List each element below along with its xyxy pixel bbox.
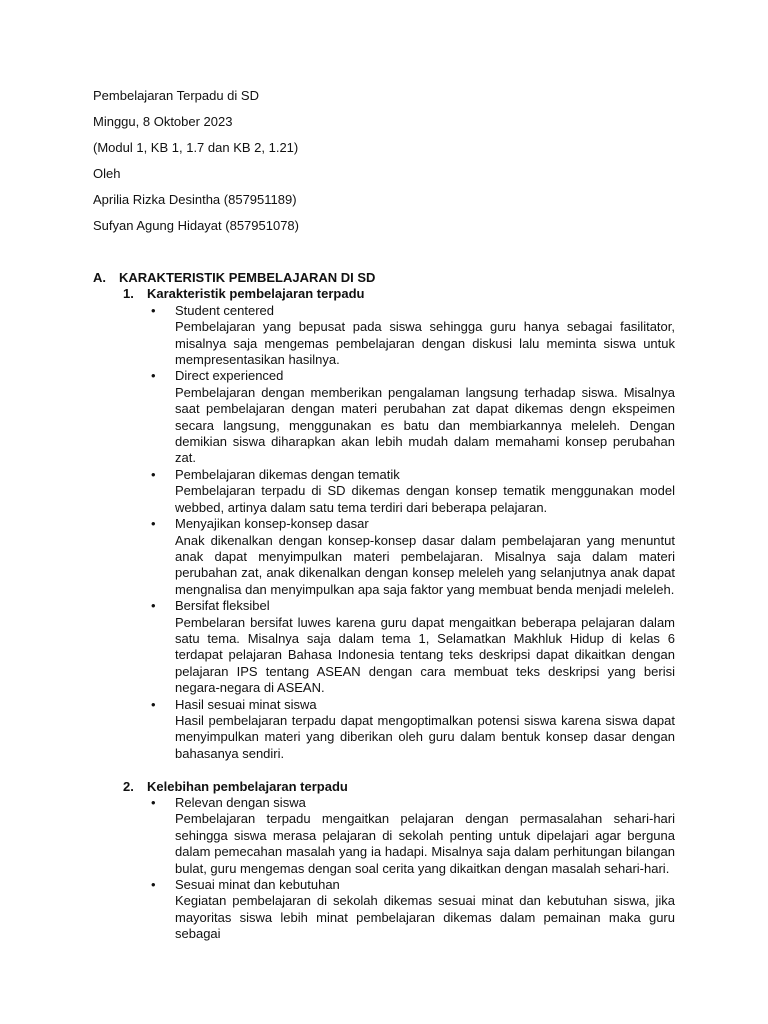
by-line: Oleh [93,166,121,181]
list-item-title: Student centered [175,302,275,318]
date-line: Minggu, 8 Oktober 2023 [93,114,233,129]
list-item [93,795,675,877]
list-item-description: Pembelajaran yang bepusat pada siswa sehingga guru hanya sebagai fasilitator, misalnya saja mengemas pembelajaran dengan diskusi lalu meminta siswa untuk mempresentasikan hasilnya. [175,319,675,368]
bullet-icon: • [151,696,156,712]
list-item-description: Pembelaran bersifat luwes karena guru dapat mengaitkan beberapa pelajaran dalam satu tema. Misalnya saja dalam tema 1, Selamatkan Makhluk Hidup di kelas 6 terdapat pelajaran Bahasa Indonesia tentang teks deskripsi dapat dikaitkan dengan pelajaran IPS tentang ASEAN dengan cara membuat teks deskripsi yang berisi negara-negara di ASEAN. [175,614,675,696]
list-item-description: Anak dikenalkan dengan konsep-konsep dasar dalam pembelajaran yang menuntut anak dapat menyimpulkan materi pembelajaran. Misalnya saja dalam materi perubahan zat, anak dikenalkan dengan konsep meleleh yang selanjutnya anak dapat mengnalisa dan menyimpulkan apa saja faktor yang membuat benda menjadi meleleh. [175,532,675,597]
course-title: Pembelajaran Terpadu di SD [93,88,259,103]
list-item-title: Bersifat fleksibel [175,598,270,614]
bullet-icon: • [151,877,156,893]
list-item-title: Hasil sesuai minat siswa [175,696,317,712]
list-item-description: Hasil pembelajaran terpadu dapat mengoptimalkan potensi siswa karena siswa dapat menyimpulkan materi yang diberikan oleh guru dalam bentuk konsep dasar dengan bahasanya sendiri. [175,712,675,761]
subsection-number: 2. [123,778,134,794]
bullet-icon: • [151,794,156,810]
list-item-description: Pembelajaran terpadu di SD dikemas dengan konsep tematik menggunakan model webbed, artinya dalam satu tema terdiri dari beberapa pelajaran. [175,483,675,515]
list-item-title: Sesuai minat dan kebutuhan [175,877,340,893]
subsection-heading-1 [93,286,675,302]
bullet-icon: • [151,466,156,482]
module-line: (Modul 1, KB 1, 1.7 dan KB 2, 1.21) [93,140,299,155]
document-header [93,88,299,244]
document-body [93,270,675,943]
spacer [93,762,675,778]
list-item [93,598,675,696]
author-2: Sufyan Agung Hidayat (857951078) [93,218,299,233]
bullet-icon: • [151,516,156,532]
list-item-description: Pembelajaran terpadu mengaitkan pelajaran dengan permasalahan sehari-hari sehingga siswa merasa pelajaran di sekolah penting untuk dipelajari agar berguna dalam pemecahan masalah yang ia hadapi. Misalnya saja dalam perhitungan bilangan bulat, guru mengemas dengan soal cerita yang dikaitkan dengan masalah sehari-hari. [175,811,675,876]
subsection-number: 1. [123,286,134,302]
subsection-title: Karakteristik pembelajaran terpadu [147,286,365,302]
section-heading [93,270,675,286]
list-item-title: Pembelajaran dikemas dengan tematik [175,466,400,482]
bullet-icon: • [151,302,156,318]
list-item-description: Pembelajaran dengan memberikan pengalaman langsung terhadap siswa. Misalnya saat pembelajaran dengan materi perubahan zat dapat dikemas dengn ekspeimen secara langsung, menggunakan es batu dan membiarkannya meleleh. Dengan demikian siswa diharapkan akan lebih mudah dalam memahami konsep perubahan zat. [175,384,675,466]
bullet-icon: • [151,598,156,614]
section-marker: A. [93,270,106,285]
list-item-description: Kegiatan pembelajaran di sekolah dikemas sesuai minat dan kebutuhan siswa, jika mayoritas siswa lebih minat pembelajaran dikemas dalam pemainan maka guru sebagai [175,893,675,942]
list-item-title: Menyajikan konsep-konsep dasar [175,516,369,532]
author-1: Aprilia Rizka Desintha (857951189) [93,192,297,207]
list-item-title: Relevan dengan siswa [175,794,306,810]
list-item [93,877,675,943]
list-item [93,516,675,598]
subsection-heading-2 [93,779,675,795]
list-item [93,303,675,369]
list-item [93,467,675,516]
list-item [93,368,675,466]
list-item [93,697,675,763]
subsection-title: Kelebihan pembelajaran terpadu [147,778,348,794]
bullet-icon: • [151,368,156,384]
section-title: KARAKTERISTIK PEMBELAJARAN DI SD [119,270,376,285]
list-item-title: Direct experienced [175,368,284,384]
